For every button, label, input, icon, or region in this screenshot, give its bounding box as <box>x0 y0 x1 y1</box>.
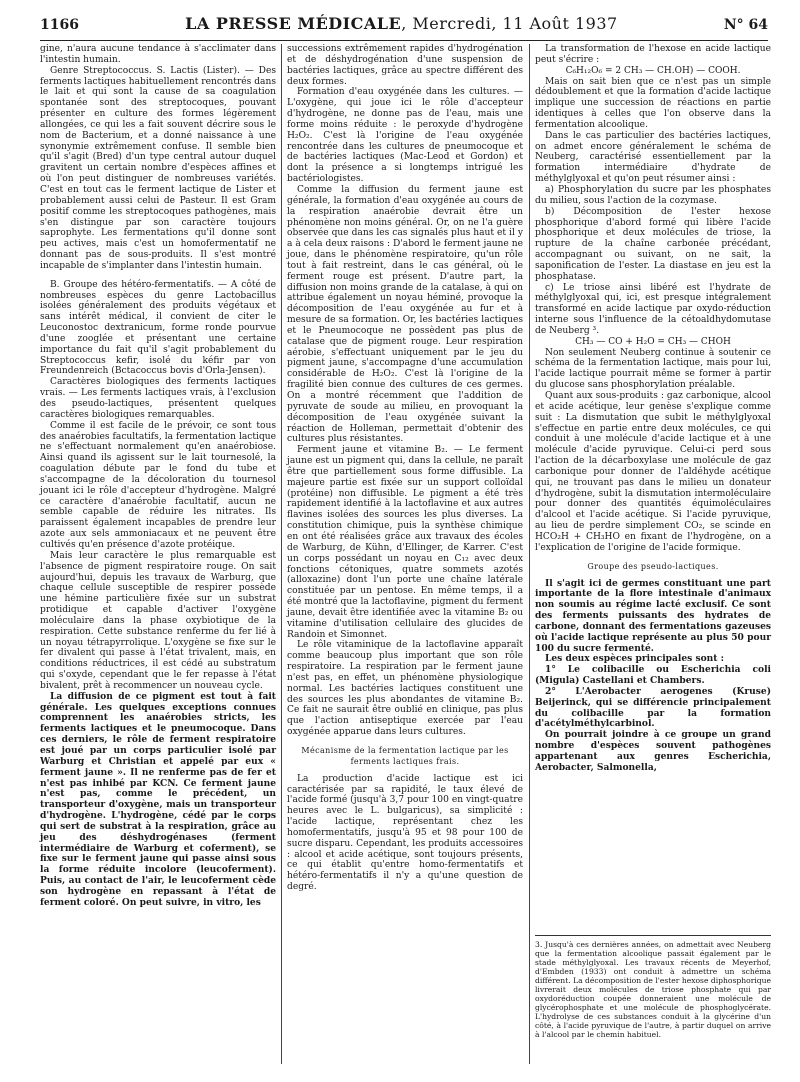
paragraph: Mais on sait bien que ce n'est pas un simple dédoublement et que la formation d'acide lactique implique une succession de réactions en partie identiques à celles que l'on observe dans la fermentation alcoolique. <box>535 76 771 130</box>
issue-number: N° 64 <box>723 17 768 33</box>
paragraph: a) Phosphorylation du sucre par les phosphates du milieu, sous l'action de la cozymase. <box>535 184 771 206</box>
paragraph: On pourrait joindre à ce groupe un grand nombre d'espèces souvent pathogènes appartenant aux genres Escherichia, Aerobacter, Salmonella, <box>535 729 771 773</box>
paragraph: Mais leur caractère le plus remarquable est l'absence de pigment respiratoire rouge. On sait aujourd'hui, depuis les travaux de Warburg, que chaque cellule susceptible de respirer possède une hémine particulière fixée sur un substrat protidique et capable d'activer l'oxygène moléculaire dans la phase oxybiotique de la respiration. Cette substance renferme du fer lié à un noyau tétrapyrrolique. L'oxygène se fixe sur le fer divalent qui passe à l'état trivalent, mais, en conditions réductrices, il est cédé au substratum qui s'oxyde, cependant que le fer repasse à l'état bivalent, prêt à recommencer un nouveau cycle. <box>40 550 276 691</box>
paragraph: successions extrêmement rapides d'hydrogénation et de déshydrogénation d'une suspension de bactéries lactiques, grâce au spectre différent des deux formes. <box>287 44 523 87</box>
page-number: 1166 <box>40 17 79 33</box>
paragraph: La production d'acide lactique est ici caractérisée par sa rapidité, le taux élevé de l'acide formé (jusqu'à 3,7 pour 100 en vingt-quatre heures avec le L. bulgaricus), sa simplicité : l'acide lactique, représentant chez les homofermentatifs, jusqu'à 95 et 98 pour 100 de sucre disparu. Cependant, les produits accessoires : alcool et acide acétique, sont toujours présents, ce qui établit qu'entre homo-fermentatifs et hétéro-fermentatifs il n'y a qu'une question de degré. <box>287 773 523 893</box>
column-divider <box>281 44 282 1064</box>
column-3 <box>535 44 771 774</box>
paragraph: Genre Streptococcus. S. Lactis (Lister). — Des ferments lactiques habituellement rencontrés dans le lait et qui sont la cause de sa coagulation spontanée sont des streptocoques, pouvant présenter en culture des formes légèrement allongées, ce qui les a fait souvent décrire sous le nom de Bacterium, et a donné naissance à une synonymie extrêmement confuse. Il semble bien qu'il s'agit (Bred) d'un type central autour duquel gravitent un certain nombre d'espèces affines et où l'on peut distinguer de nombreuses variétés. C'est en tout cas le ferment lactique de Lister et probablement aussi celui de Pasteur. Il est Gram positif comme les streptocoques pathogènes, mais s'en distingue par son caractère toujours saprophyte. Les fermentations qu'il donne sont peu actives, mais c'est un homofermentatif ne donnant pas de sous-produits. Il s'est montré incapable de s'implanter dans l'intestin humain. <box>40 65 276 271</box>
paragraph: 1° Le colibacille ou Escherichia coli (Migula) Castellani et Chambers. <box>535 664 771 687</box>
paragraph: La diffusion de ce pigment est tout à fait générale. Les quelques exceptions connues comprennent les anaérobies stricts, les ferments lactiques et le pneumocoque. Dans ces derniers, le rôle de ferment respiratoire est joué par un corps particulier isolé par Warburg et Christian et appelé par eux « ferment jaune ». Il ne renferme pas de fer et n'est pas inhibé par KCN. Ce ferment jaune n'est pas, comme le précédent, un transporteur d'oxygène, mais un transporteur d'hydrogène. L'hydrogène, cédé par le corps qui sert de substrat à la respiration, grâce au jeu des déshydrogénases (ferment intermédiaire de Warburg et coferment), se fixe sur le ferment jaune qui passe ainsi sous la forme réduite incolore (leucoferment). Puis, au contact de l'air, le leucoferment cède son hydrogène en repassant à l'état de ferment coloré. On peut suivre, in vitro, les <box>40 690 276 908</box>
journal-title: LA PRESSE MÉDICALE, Mercredi, 11 Août 1937 <box>185 14 618 33</box>
section-heading: Groupe des pseudo-lactiques. <box>587 561 719 571</box>
paragraph: Non seulement Neuberg continue à soutenir ce schéma de la fermentation lactique, mais pour lui, l'acide lactique pourrait même se former à partir du glucose sans phosphorylation préalable. <box>535 347 771 391</box>
paragraph: Quant aux sous-produits : gaz carbonique, alcool et acide acétique, leur genèse s'explique comme suit : La dismutation que subit le méthylglyoxal s'effectue en partie entre deux molécules, ce qui conduit à une molécule d'acide lactique et à une molécule d'acide pyruvique. Celui-ci perd sous l'action de la décarboxylase une molécule de gaz carbonique pour donner de l'aldéhyde acétique qui, ne trouvant pas dans le milieu un donateur d'hydrogène, subit la dismutation intermoléculaire pour donner des quantités équimoléculaires d'alcool et l'acide acétique. Si l'acide pyruvique, au lieu de perdre simplement CO₂, se scinde en HCO₂H + CH₃HO en fixant de l'hydrogène, on a l'explication de l'origine de l'acide formique. <box>535 391 771 553</box>
paragraph: Formation d'eau oxygénée dans les cultures. — L'oxygène, qui joue ici le rôle d'accepteur d'hydrogène, ne donne pas de l'eau, mais une forme moins réduite : le peroxyde d'hydrogène H₂O₂. C'est là l'origine de l'eau oxygénée rencontrée dans les cultures de pneumocoque et de bactéries lactiques (Mac-Leod et Gordon) et dont la présence a si longtemps intrigué les bactériologistes. <box>287 87 523 185</box>
paragraph: Caractères biologiques des ferments lactiques vrais. — Les ferments lactiques vrais, à l'exclusion des pseudo-lactiques, présentent quelques caractères biologiques remarquables. <box>40 377 276 420</box>
issue-date: Mercredi, 11 Août 1937 <box>412 14 618 33</box>
paragraph: b) Décomposition de l'ester hexose phosphorique d'abord formé qui libère l'acide phosphorique et deux molécules de triose, la rupture de la chaîne carbonée précédant, accompagnant ou suivant, on ne sait, la saponification de l'ester. La diastase en jeu est la phosphatase. <box>535 206 771 282</box>
paragraph: Dans le cas particulier des bactéries lactiques, on admet encore généralement le schéma de Neuberg, caractérisé essentiellement par la formation intermédiaire d'hydrate de méthylglyoxal et qu'on peut résumer ainsi : <box>535 130 771 185</box>
paragraph: B. Groupe des hétéro-fermentatifs. — A côté de nombreuses espèces du genre Lactobacillus isolées généralement des produits végétaux et sans intérêt médical, il convient de citer le Leuconostoc dextranicum, forme ronde pourvue d'une zooglée et présentant une certaine importance du fait qu'il s'agit probablement du Streptococcus kefir, isolé du kéfir par von Freundenreich (Bctacoccus bovis d'Orla-Jensen). <box>40 279 276 377</box>
paragraph: 2° L'Aerobacter aerogenes (Kruse) Beijerinck, qui se différencie principalement du colibacille par la formation d'acétylméthylcarbinol. <box>535 685 771 730</box>
footnote: 3. Jusqu'à ces dernières années, on admettait avec Neuberg que la fermentation alcoolique passait également par le stade méthylglyoxal. Les travaux récents de Meyerhof, d'Embden (1933) ont conduit à admettre un schéma différent. La décomposition de l'ester hexose diphosphorique livrerait deux molécules de triose phosphate qui par oxydoréduction coupée donneraient une molécule de glycérophosphate et une molécule de phosphoglycérate. L'hydrolyse de ces substances conduit à la glycérine d'un côté, à l'acide pyruvique de l'autre, à partir duquel on arrive à l'alcool par le chemin habituel. <box>535 935 771 1039</box>
paragraph: Comme la diffusion du ferment jaune est générale, la formation d'eau oxygénée au cours de la respiration anaérobie devrait être un phénomène non moins général. Or, on ne l'a guère observée que dans les cas signalés plus haut et il y a à cela deux raisons : D'abord le ferment jaune ne joue, dans le phénomène respiratoire, qu'un rôle tout à fait restreint, dans le cas général, où le ferment rouge est présent. D'autre part, la diffusion non moins grande de la catalase, à qui on attribue également un noyau héminé, provoque la décomposition de l'eau oxygénée au fur et à mesure de sa formation. Or, les bactéries lactiques et le Pneumocoque ne possèdent pas plus de catalase que de pigment rouge. Leur respiration aérobie, s'effectuant uniquement par le jeu du pigment jaune, s'accompagne d'une accumulation considérable de H₂O₂. C'est là l'origine de la fragilité bien connue des cultures de ces germes. On a montré récemment que l'addition de pyruvate de soude au milieu, en provoquant la décomposition de l'eau oxygénée suivant la réaction de Holleman, permettait d'obtenir des cultures plus résistantes. <box>287 184 523 445</box>
paragraph: Les deux espèces principales sont : <box>545 653 724 665</box>
paragraph: c) Le triose ainsi libéré est l'hydrate de méthylglyoxal qui, ici, est presque intégralement transformé en acide lactique par oxydo-réduction interne sous l'influence de la cétoaldhydomutase de Neuberg ³. <box>535 282 771 336</box>
paragraph: La transformation de l'hexose en acide lactique peut s'écrire : <box>535 44 771 65</box>
column-2 <box>287 44 523 893</box>
paragraph: Comme il est facile de le prévoir, ce sont tous des anaérobies facultatifs, la fermentation lactique ne s'effectuant normalement qu'en anaérobiose. Ainsi quand ils agissent sur le lait tournesolé, la coagulation débute par le fond du tube et s'accompagne de la décoloration du tournesol jouant ici le rôle d'accepteur d'hydrogène. Malgré ce caractère d'anaérobie facultatif, aucun ne semble capable de réduire les nitrates. Ils paraissent également incapables de prendre leur azote aux sels ammoniacaux et ne peuvent être cultivés qu'en présence d'azote protéique. <box>40 420 276 550</box>
journal-name: LA PRESSE MÉDICALE <box>185 14 402 33</box>
paragraph: Il s'agit ici de germes constituant une part importante de la flore intestinale d'animaux non soumis au régime lacté exclusif. Ce sont des ferments puissants des hydrates de carbone, donnant des fermentations gazeuses où l'acide lactique représente au plus 50 pour 100 du sucre fermenté. <box>535 577 771 654</box>
column-divider <box>529 44 530 1064</box>
section-heading: Mécanisme de la fermentation lactique par les ferments lactiques frais. <box>301 746 509 766</box>
formula: C₆H₁₂O₆ = 2 CH₃ — CH.OH) — COOH. <box>565 65 741 76</box>
page-header <box>40 14 768 41</box>
paragraph: Ferment jaune et vitamine B₂. — Le ferment jaune est un pigment qui, dans la cellule, ne paraît être que partiellement sous forme diffusible. La majeure partie est fixée sur un support colloïdal (protéine) non diffusible. Le pigment a été très rapidement identifié à la lactoflavine et aux autres flavines isolées des sources les plus diverses. La constitution chimique, puis la synthèse chimique en ont été réalisées grâce aux travaux des écoles de Warburg, de Kühn, d'Ellinger, de Karrer. C'est un corps possédant un noyau en C₁₂ avec deux fonctions cétoniques, quatre sommets azotés (alloxazine) dont l'un porte une chaîne latérale constituée par un pentose. En même temps, il a été montré que la lactoflavine, pigment du ferment jaune, devait être identifiée avec la vitamine B₂ ou vitamine d'utilisation cellulaire des glucides de Randoin et Simonnet. <box>287 445 523 640</box>
paragraph: Le rôle vitaminique de la lactoflavine apparaît comme beaucoup plus important que son rôle respiratoire. La respiration par le ferment jaune n'est pas, en effet, un phénomène physiologique normal. Les bactéries lactiques constituent une des sources les plus abondantes de vitamine B₂. Ce fait ne saurait être oublié en clinique, pas plus que l'action antiseptique exercée par l'eau oxygénée apparue dans leurs cultures. <box>287 640 523 738</box>
column-1 <box>40 44 276 909</box>
formula: CH₃ — CO + H₂O = CH₃ — CHOH <box>575 336 731 347</box>
paragraph: gine, n'aura aucune tendance à s'acclimater dans l'intestin humain. <box>40 44 276 65</box>
